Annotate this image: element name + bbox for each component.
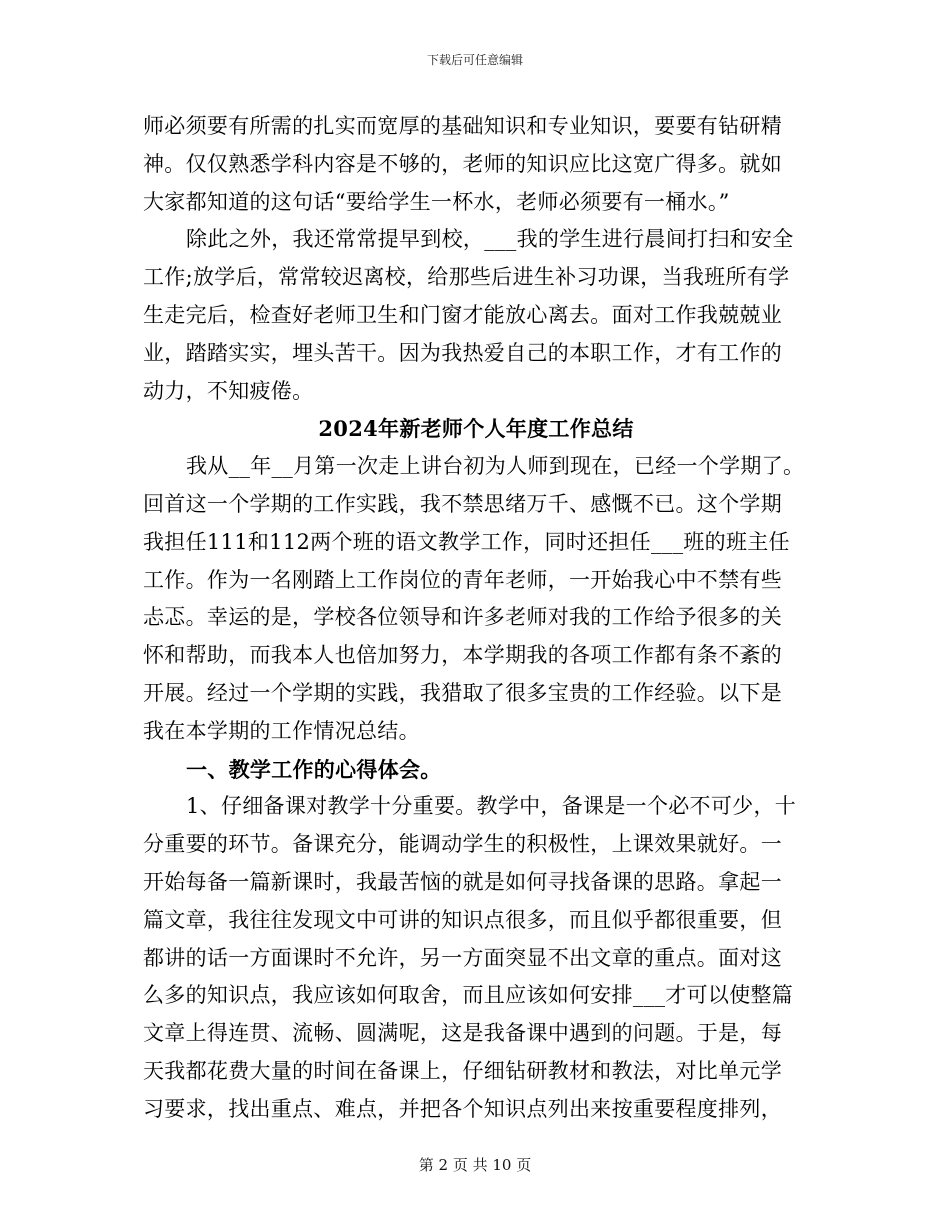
paragraph-line: 工作。作为一名刚踏上工作岗位的青年老师，一开始我心中不禁有些 [143, 567, 782, 592]
paragraph-line: 我担任111和112两个班的语文教学工作，同时还担任___班的班主任 [143, 529, 790, 554]
paragraph-line: 业，踏踏实实，埋头苦干。因为我热爱自己的本职工作，才有工作的 [143, 340, 782, 365]
paragraph-line: 忐忑。幸运的是，学校各位领导和许多老师对我的工作给予很多的关 [143, 605, 782, 630]
paragraph-line: 都讲的话一方面课时不允许，另一方面突显不出文章的重点。面对这 [143, 945, 782, 970]
paragraph-line: 师必须要有所需的扎实而宽厚的基础知识和专业知识，要要有钻研精 [143, 114, 782, 138]
paragraph-line: 除此之外，我还常常提早到校，___我的学生进行晨间打扫和安全 [186, 227, 794, 252]
paragraph-line: 么多的知识点，我应该如何取舍，而且应该如何安排___才可以使整篇 [143, 983, 794, 1008]
paragraph-line: 分重要的环节。备课充分，能调动学生的积极性，上课效果就好。一 [143, 832, 782, 857]
paragraph-line: 天我都花费大量的时间在备课上，仔细钻研教材和教法，对比单元学 [143, 1058, 782, 1083]
paragraph-line: 怀和帮助，而我本人也倍加努力，本学期我的各项工作都有条不紊的 [143, 643, 782, 668]
paragraph-line: 我在本学期的工作情况总结。 [143, 718, 420, 743]
paragraph-line: 开展。经过一个学期的实践，我猎取了很多宝贵的工作经验。以下是 [143, 680, 782, 705]
page-footer: 第 2 页 共 10 页 [418, 1156, 532, 1174]
section-title: 2024年新老师个人年度工作总结 [318, 416, 634, 442]
page-header: 下载后可任意编辑 [426, 53, 523, 67]
paragraph-line: 大家都知道的这句话“要给学生一杯水，老师必须要有一桶水。” [143, 189, 730, 214]
paragraph-line: 篇文章，我往往发现文中可讲的知识点很多，而且似乎都很重要，但 [143, 907, 782, 932]
paragraph-line: 动力，不知疲倦。 [143, 378, 314, 403]
paragraph-line: 习要求，找出重点、难点，并把各个知识点列出来按重要程度排列， [143, 1096, 782, 1121]
paragraph-line: 开始每备一篇新课时，我最苦恼的就是如何寻找备课的思路。拿起一 [143, 869, 782, 894]
paragraph-line: 工作;放学后，常常较迟离校，给那些后进生补习功课，当我班所有学 [143, 265, 790, 290]
paragraph-line: 1、仔细备课对教学十分重要。教学中，备课是一个必不可少，十 [186, 794, 797, 819]
paragraph-line: 我从__年__月第一次走上讲台初为人师到现在，已经一个学期了。 [186, 454, 805, 479]
paragraph-line: 神。仅仅熟悉学科内容是不够的，老师的知识应比这宽广得多。就如 [143, 151, 782, 176]
paragraph-line: 生走完后，检查好老师卫生和门窗才能放心离去。面对工作我兢兢业 [143, 302, 782, 327]
paragraph-line: 回首这一个学期的工作实践，我不禁思绪万千、感慨不已。这个学期 [143, 491, 782, 516]
subsection-heading: 一、教学工作的心得体会。 [186, 756, 442, 782]
paragraph-line: 文章上得连贯、流畅、圆满呢，这是我备课中遇到的问题。于是，每 [143, 1021, 782, 1046]
document-body [143, 108, 809, 1129]
